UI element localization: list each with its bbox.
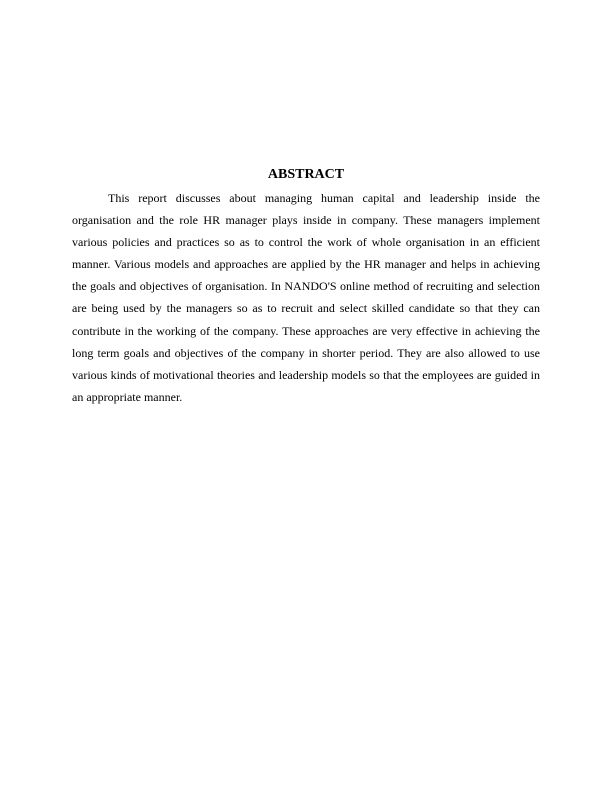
abstract-paragraph: This report discusses about managing human capital and leadership inside the organisation and the role HR manager plays inside in company. These managers implement various policies and practices so as to control the work of whole organisation in an efficient manner. Various models and approaches are applied by the HR manager and helps in achieving the goals and objectives of organisation. In NANDO'S online method of recruiting and selection are being used by the managers so as to recruit and select skilled candidate so that they can contribute in the working of the company. These approaches are very effective in achieving the long term goals and objectives of the company in shorter period. They are also allowed to use various kinds of motivational theories and leadership models so that the employees are guided in an appropriate manner.	[72, 191, 540, 404]
abstract-heading: ABSTRACT	[267, 167, 345, 182]
